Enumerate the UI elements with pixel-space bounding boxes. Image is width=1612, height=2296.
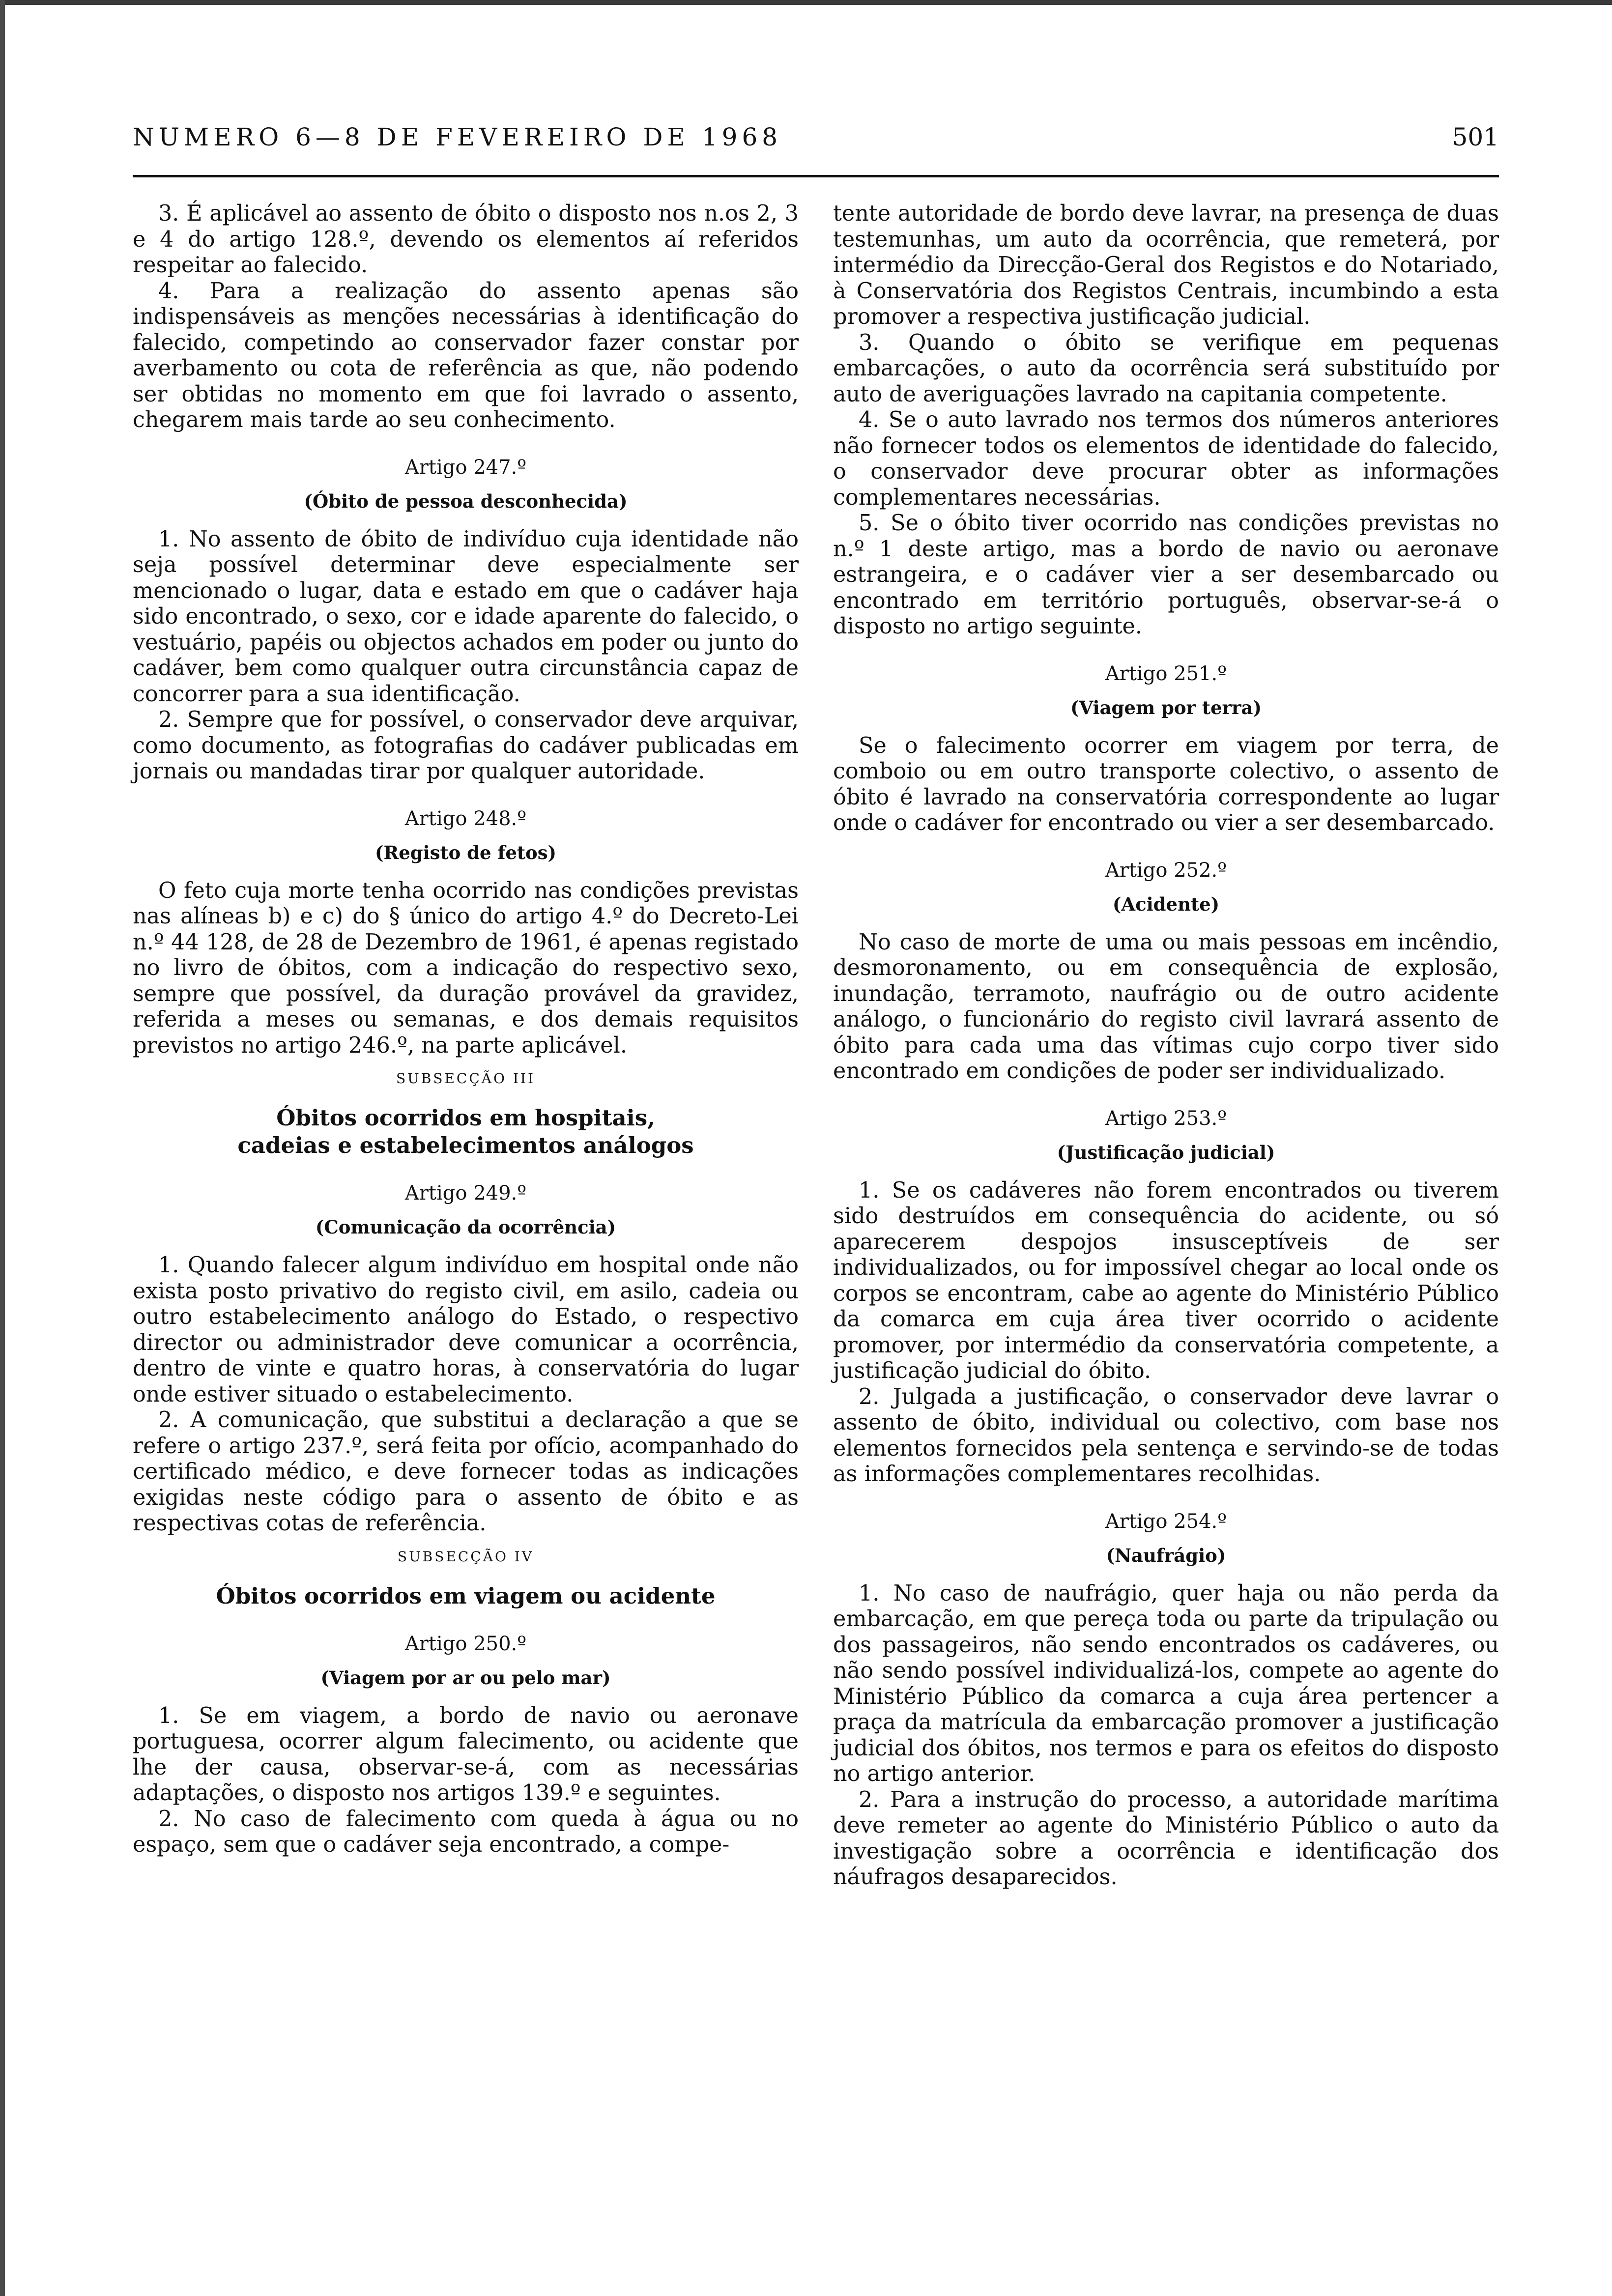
article-249-heading: (Comunicação da ocorrência) xyxy=(315,1216,616,1238)
article-253-label: Artigo 253.º xyxy=(1105,1107,1227,1130)
subsection-3-title-line-1: Óbitos ocorridos em hospitais, xyxy=(276,1105,655,1131)
paragraph: 1. Se os cadáveres não forem encontrados ou tiverem sido destruídos em consequência do acidente, ou só aparecerem despojos insusceptíveis de ser individualizados, ou for impossível chegar ao local onde os corpos se encontram, cabe ao agente do Ministério Público da comarca em cuja área tiver ocorrido o acidente promover, por intermédio da conservatória competente, a justificação judicial do óbito. xyxy=(833,1177,1499,1383)
article-252-heading: (Acidente) xyxy=(1112,893,1220,915)
running-header xyxy=(133,103,1499,172)
paragraph: 4. Para a realização do assento apenas são indispensáveis as menções necessárias à identificação do falecido, competindo ao conservador fazer constar por averbamento ou cota de referência as que, não podendo ser obtidas no momento em que foi lavrado o assento, chegarem mais tarde ao seu conhecimento. xyxy=(133,278,799,432)
page-number: 501 xyxy=(1452,123,1499,151)
paragraph: 5. Se o óbito tiver ocorrido nas condições previstas no n.º 1 deste artigo, mas a bordo de navio ou aeronave estrangeira, e o cadáver vier a ser desembarcado ou encontrado em território português, observar-se-á o disposto no artigo seguinte. xyxy=(833,511,1499,639)
scan-border-top xyxy=(0,0,1612,5)
issue-date: NUMERO 6—8 DE FEVEREIRO DE 1968 xyxy=(133,123,782,151)
header-rule xyxy=(133,175,1499,177)
article-252-label: Artigo 252.º xyxy=(1105,859,1227,882)
paragraph: Se o falecimento ocorrer em viagem por terra, de comboio ou em outro transporte colectivo, o assento de óbito é lavrado na conservatória correspondente ao lugar onde o cadáver for encontrado ou vier a ser desembarcado. xyxy=(833,733,1499,835)
left-column xyxy=(133,201,799,1891)
article-251-heading: (Viagem por terra) xyxy=(1070,696,1262,718)
paragraph: No caso de morte de uma ou mais pessoas em incêndio, desmoronamento, ou em consequência de explosão, inundação, terramoto, naufrágio ou de outro acidente análogo, o funcionário do registo civil lavrará assento de óbito para cada uma das vítimas cujo corpo tiver sido encontrado em condições de poder ser individualizado. xyxy=(833,929,1499,1084)
subsection-3-label: SUBSECÇÃO III xyxy=(396,1070,536,1087)
article-251-label: Artigo 251.º xyxy=(1105,662,1227,685)
article-250-heading: (Viagem por ar ou pelo mar) xyxy=(320,1666,611,1689)
article-250-label: Artigo 250.º xyxy=(404,1632,527,1655)
paragraph: 4. Se o auto lavrado nos termos dos números anteriores não fornecer todos os elementos de identidade do falecido, o conservador deve procurar obter as informações complementares necessárias. xyxy=(833,407,1499,510)
right-column xyxy=(833,201,1499,1891)
paragraph: 2. No caso de falecimento com queda à água ou no espaço, sem que o cadáver seja encontrado, a compe- xyxy=(133,1806,799,1857)
two-column-body xyxy=(133,201,1499,1891)
gazette-page xyxy=(133,103,1499,1891)
paragraph: 2. Para a instrução do processo, a autoridade marítima deve remeter ao agente do Ministério Público o auto da investigação sobre a ocorrência e identificação dos náufragos desaparecidos. xyxy=(833,1787,1499,1890)
subsection-4-title: Óbitos ocorridos em viagem ou acidente xyxy=(216,1582,716,1609)
article-247-heading: (Óbito de pessoa desconhecida) xyxy=(304,490,628,512)
paragraph: 1. No assento de óbito de indivíduo cuja identidade não seja possível determinar deve especialmente ser mencionado o lugar, data e estado em que o cadáver haja sido encontrado, o sexo, cor e idade aparente do falecido, o vestuário, papéis ou objectos achados em poder ou junto do cadáver, bem como qualquer outra circunstância capaz de concorrer para a sua identificação. xyxy=(133,526,799,707)
paragraph: 1. Se em viagem, a bordo de navio ou aeronave portuguesa, ocorrer algum falecimento, ou acidente que lhe der causa, observar-se-á, com as necessárias adaptações, o disposto nos artigos 139.º e seguintes. xyxy=(133,1703,799,1806)
article-249-label: Artigo 249.º xyxy=(404,1182,527,1205)
article-254-heading: (Naufrágio) xyxy=(1106,1544,1226,1566)
article-248-label: Artigo 248.º xyxy=(404,807,527,830)
paragraph: 3. Quando o óbito se verifique em pequenas embarcações, o auto da ocorrência será substituído por auto de averiguações lavrado na capitania competente. xyxy=(833,330,1499,407)
article-248-heading: (Registo de fetos) xyxy=(374,841,557,863)
paragraph: 1. Quando falecer algum indivíduo em hospital onde não exista posto privativo do registo civil, em asilo, cadeia ou outro estabelecimento análogo do Estado, o respectivo director ou administrador deve comunicar a ocorrência, dentro de vinte e quatro horas, à conservatória do lugar onde estiver situado o estabelecimento. xyxy=(133,1253,799,1407)
paragraph: tente autoridade de bordo deve lavrar, na presença de duas testemunhas, um auto da ocorrência, que remeterá, por intermédio da Direcção-Geral dos Registos e do Notariado, à Conservatória dos Registos Centrais, incumbindo a esta promover a respectiva justificação judicial. xyxy=(833,201,1499,329)
subsection-3-title-line-2: cadeias e estabelecimentos análogos xyxy=(237,1132,694,1158)
paragraph: 2. A comunicação, que substitui a declaração a que se refere o artigo 237.º, será feita por ofício, acompanhado do certificado médico, e deve fornecer todas as indicações exigidas neste código para o assento de óbito e as respectivas cotas de referência. xyxy=(133,1407,799,1536)
scan-border-left xyxy=(0,0,5,2296)
paragraph: O feto cuja morte tenha ocorrido nas condições previstas nas alíneas b) e c) do § único do artigo 4.º do Decreto-Lei n.º 44 128, de 28 de Dezembro de 1961, é apenas registado no livro de óbitos, com a indicação do respectivo sexo, sempre que possível, da duração provável da gravidez, referida a meses ou semanas, e dos demais requisitos previstos no artigo 246.º, na parte aplicável. xyxy=(133,878,799,1058)
article-254-label: Artigo 254.º xyxy=(1105,1510,1227,1533)
article-253-heading: (Justificação judicial) xyxy=(1057,1141,1275,1163)
subsection-3-title xyxy=(133,1104,799,1159)
article-247-label: Artigo 247.º xyxy=(404,456,527,479)
paragraph: 2. Sempre que for possível, o conservador deve arquivar, como documento, as fotografias do cadáver publicadas em jornais ou mandadas tirar por qualquer autoridade. xyxy=(133,707,799,784)
paragraph: 3. É aplicável ao assento de óbito o disposto nos n.os 2, 3 e 4 do artigo 128.º, devendo os elementos aí referidos respeitar ao falecido. xyxy=(133,201,799,278)
paragraph: 2. Julgada a justificação, o conservador deve lavrar o assento de óbito, individual ou colectivo, com base nos elementos fornecidos pela sentença e servindo-se de todas as informações complementares recolhidas. xyxy=(833,1384,1499,1487)
paragraph: 1. No caso de naufrágio, quer haja ou não perda da embarcação, em que pereça toda ou parte da tripulação ou dos passageiros, não sendo encontrados os cadáveres, ou não sendo possível individualizá-los, compete ao agente do Ministério Público da comarca a cuja área pertencer a praça da matrícula da embarcação promover a justificação judicial dos óbitos, nos termos e para os efeitos do disposto no artigo anterior. xyxy=(833,1580,1499,1786)
subsection-4-label: SUBSECÇÃO IV xyxy=(397,1548,534,1565)
